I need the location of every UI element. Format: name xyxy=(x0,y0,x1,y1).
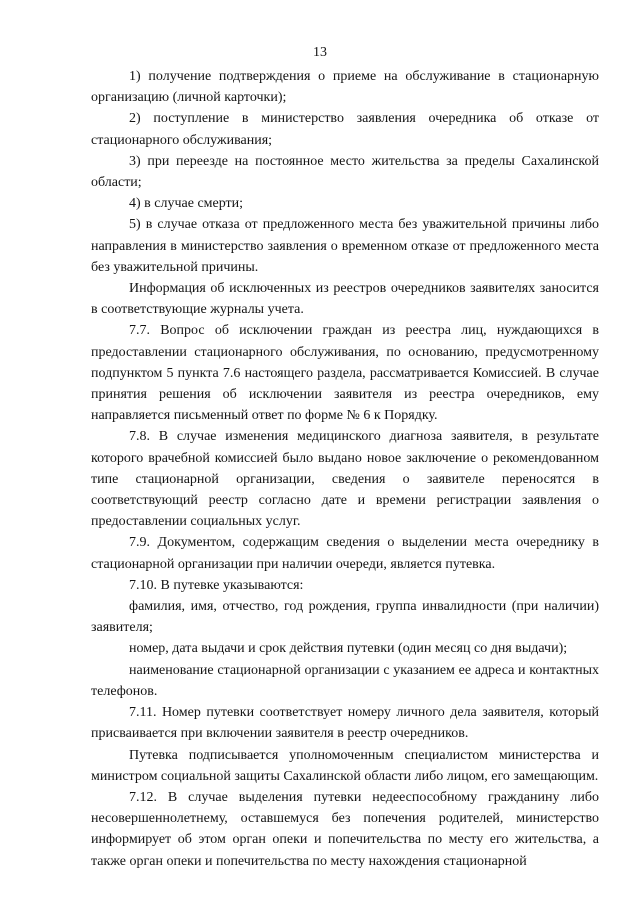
paragraph-item-1: 1) получение подтверждения о приеме на обслуживание в стационарную организацию (личной карточки); xyxy=(91,69,599,106)
paragraph-7-12: 7.12. В случае выделения путевки недееспособному гражданину либо несовершеннолетнему, оставшемуся без попечения родителей, министерство информирует об этом орган опеки и попечительства по месту его жительства, а также орган опеки и попечительства по месту нахождения стационарной xyxy=(91,789,599,869)
paragraph-exclusion-info: Информация об исключенных из реестров очередников заявителях заносится в соответствующие журналы учета. xyxy=(91,281,599,318)
paragraph-7-11: 7.11. Номер путевки соответствует номеру личного дела заявителя, который присваивается при включении заявителя в реестр очередников. xyxy=(91,705,599,742)
paragraph-item-5: 5) в случае отказа от предложенного места без уважительной причины либо направления в министерство заявления о временном отказе от предложенного места без уважительной причины. xyxy=(91,217,599,275)
paragraph-voucher-field-name: фамилия, имя, отчество, год рождения, группа инвалидности (при наличии) заявителя; xyxy=(91,599,599,636)
page-number: 13 xyxy=(313,45,327,60)
paragraph-7-7: 7.7. Вопрос об исключении граждан из реестра лиц, нуждающихся в предоставлении стационарного обслуживания, по основанию, предусмотренному подпунктом 5 пункта 7.6 настоящего раздела, рассматривается Комиссией. В случае принятия решения об исключении заявителя из реестра очередников, ему направляется письменный ответ по форме № 6 к Порядку. xyxy=(91,323,599,424)
paragraph-7-8: 7.8. В случае изменения медицинского диагноза заявителя, в результате которого врачебной комиссией было выдано новое заключение о рекомендованном типе стационарной организации, сведения о заявителе переносятся в соответствующий реестр согласно дате и времени регистрации заявления о предоставлении социальных услуг. xyxy=(91,429,599,530)
paragraph-item-2: 2) поступление в министерство заявления очередника об отказе от стационарного обслуживания; xyxy=(91,111,599,148)
paragraph-voucher-field-number: номер, дата выдачи и срок действия путевки (один месяц со дня выдачи); xyxy=(129,641,568,657)
paragraph-7-10: 7.10. В путевке указываются: xyxy=(129,577,304,593)
paragraph-voucher-field-organization: наименование стационарной организации с указанием ее адреса и контактных телефонов. xyxy=(91,662,599,699)
paragraph-item-3: 3) при переезде на постоянное место жительства за пределы Сахалинской области; xyxy=(91,153,599,191)
paragraph-voucher-signature: Путевка подписывается уполномоченным специалистом министерства и министром социальной защиты Сахалинской области либо лицом, его замещающим. xyxy=(91,747,599,784)
paragraph-7-9: 7.9. Документом, содержащим сведения о выделении места очереднику в стационарной организации при наличии очереди, является путевка. xyxy=(91,535,599,572)
paragraph-item-4: 4) в случае смерти; xyxy=(129,196,244,212)
document-body xyxy=(91,66,599,872)
